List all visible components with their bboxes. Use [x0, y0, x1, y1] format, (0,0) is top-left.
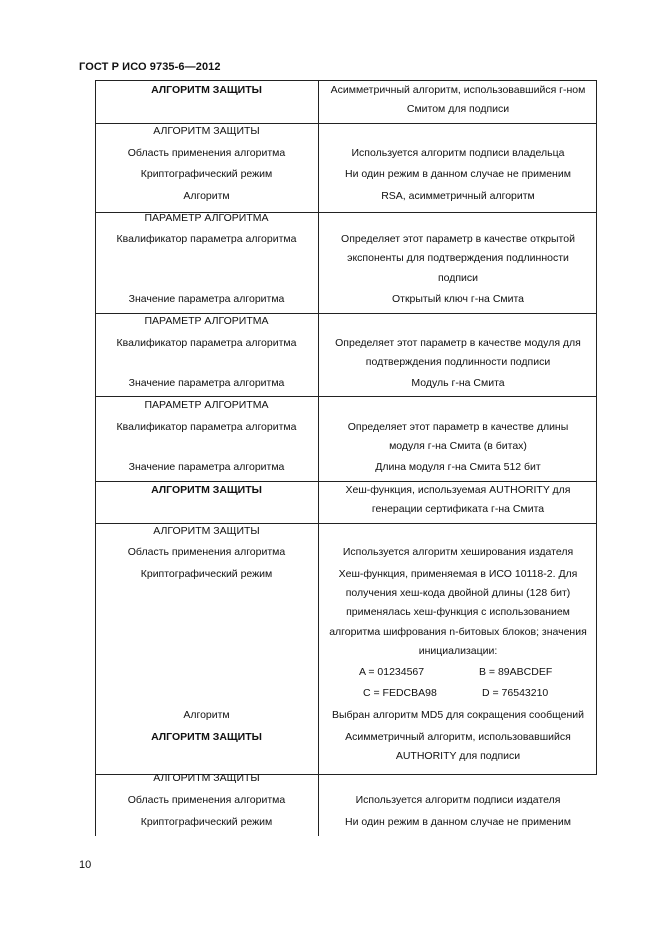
cell-left: Квалификатор параметра алгоритма — [116, 337, 297, 349]
cell-right: Хеш-функция, применяемая в ИСО 10118-2. Для — [338, 568, 578, 580]
init-value-c: C = FEDCBA98 — [363, 687, 437, 699]
cell-left: АЛГОРИТМ ЗАЩИТЫ — [151, 484, 262, 496]
cell-right: Модуль г-на Смита — [411, 377, 505, 389]
cell-right: Асимметричный алгоритм, использовавшийся — [345, 731, 571, 743]
cell-left: Значение параметра алгоритма — [128, 377, 285, 389]
cell-right: AUTHORITY для подписи — [395, 750, 521, 762]
cell-left: Алгоритм — [183, 709, 230, 721]
cell-left: Квалификатор параметра алгоритма — [116, 421, 297, 433]
cell-right: модуля г-на Смита (в битах) — [389, 440, 527, 452]
page-number: 10 — [79, 859, 92, 871]
cell-left: Криптографический режим — [140, 168, 273, 180]
init-value-d: D = 76543210 — [482, 687, 549, 699]
document-header: ГОСТ Р ИСО 9735-6—2012 — [79, 61, 221, 73]
cell-right: Определяет этот параметр в качестве длины — [347, 421, 569, 433]
cell-right: Используется алгоритм подписи издателя — [355, 794, 561, 806]
cell-left: Квалификатор параметра алгоритма — [116, 233, 297, 245]
cell-left: Значение параметра алгоритма — [128, 293, 285, 305]
cell-right: экспоненты для подтверждения подлинности — [347, 252, 569, 264]
cell-right: Ни один режим в данном случае не применим — [345, 816, 571, 828]
cell-left: ПАРАМЕТР АЛГОРИТМА — [144, 399, 269, 411]
cell-right: генерации сертификата г-на Смита — [371, 503, 545, 515]
cell-right: Определяет этот параметр в качестве модуля для — [335, 337, 581, 349]
cell-right: Выбран алгоритм MD5 для сокращения сообщений — [331, 709, 584, 721]
cell-left: АЛГОРИТМ ЗАЩИТЫ — [153, 125, 260, 137]
cell-left: АЛГОРИТМ ЗАЩИТЫ — [151, 731, 262, 743]
cell-right: получения хеш-кода двойной длины (128 бит) — [345, 587, 571, 599]
cell-left: Значение параметра алгоритма — [128, 461, 285, 473]
cell-right: Используется алгоритм хеширования издателя — [342, 546, 574, 558]
cell-right: Смитом для подписи — [406, 103, 510, 115]
cell-right: подписи — [437, 272, 479, 284]
cell-left: АЛГОРИТМ ЗАЩИТЫ — [153, 772, 260, 784]
cell-right: Длина модуля г-на Смита 512 бит — [375, 461, 541, 473]
cell-left: АЛГОРИТМ ЗАЩИТЫ — [153, 525, 260, 537]
algorithm-table — [95, 80, 597, 836]
cell-left: Область применения алгоритма — [127, 546, 286, 558]
cell-right: применялась хеш-функция с использованием — [346, 606, 570, 618]
cell-right: Хеш-функция, используемая AUTHORITY для — [345, 484, 571, 496]
cell-right: RSA, асимметричный алгоритм — [381, 190, 535, 202]
cell-right: инициализации: — [418, 645, 498, 657]
cell-left: АЛГОРИТМ ЗАЩИТЫ — [151, 84, 262, 96]
cell-left: Алгоритм — [183, 190, 230, 202]
init-value-b: B = 89ABCDEF — [479, 666, 553, 678]
cell-right: алгоритма шифрования n-битовых блоков; значения — [329, 626, 587, 638]
cell-right: подтверждения подлинности подписи — [365, 356, 551, 368]
cell-left: ПАРАМЕТР АЛГОРИТМА — [144, 315, 269, 327]
cell-right: Открытый ключ г-на Смита — [391, 293, 525, 305]
cell-left: Область применения алгоритма — [127, 147, 286, 159]
cell-right: Используется алгоритм подписи владельца — [351, 147, 565, 159]
cell-left: Криптографический режим — [140, 568, 273, 580]
cell-right: Асимметричный алгоритм, использовавшийся г-ном — [330, 84, 586, 96]
cell-left: Криптографический режим — [140, 816, 273, 828]
cell-right: Определяет этот параметр в качестве открытой — [341, 233, 575, 245]
cell-left: Область применения алгоритма — [127, 794, 286, 806]
init-value-a: A = 01234567 — [359, 666, 425, 678]
cell-left: ПАРАМЕТР АЛГОРИТМА — [144, 212, 269, 224]
cell-right: Ни один режим в данном случае не применим — [345, 168, 571, 180]
